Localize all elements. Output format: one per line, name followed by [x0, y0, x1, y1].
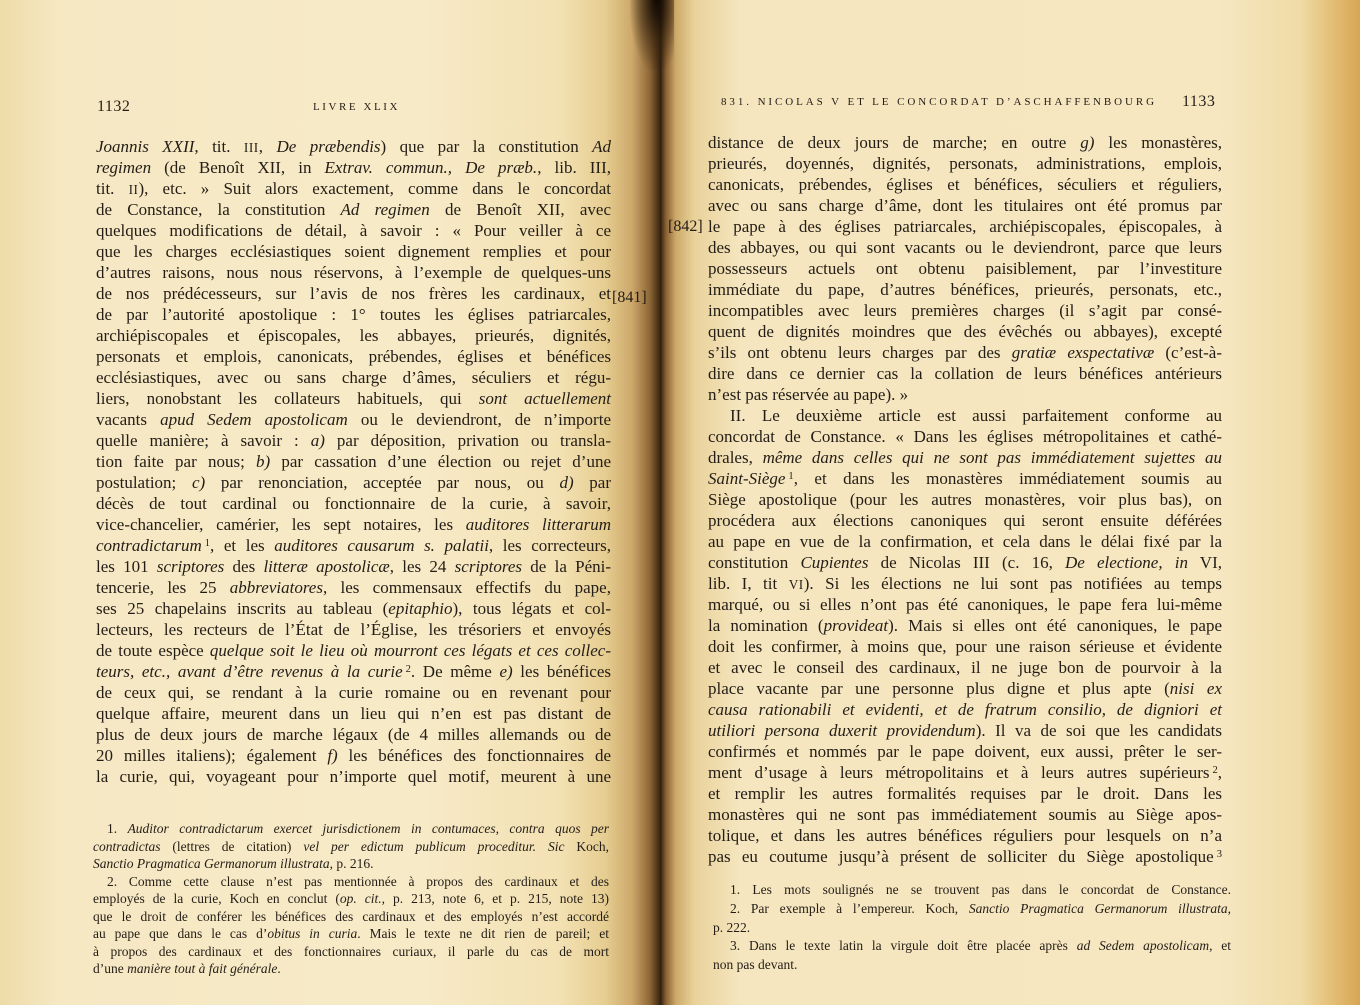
italic-text: auditores litterarum: [465, 515, 611, 534]
text: dire dans ce dernier cas la collation de leurs bénéfices antérieurs: [708, 364, 1222, 383]
footnote-line: [93, 873, 609, 891]
text: de Nicolas III (c. 16,: [868, 553, 1066, 572]
margin-page-reference-left: [841]: [612, 289, 647, 306]
italic-text: De electione, in: [1065, 553, 1188, 572]
italic-text: litteræ apostolicæ: [263, 557, 390, 576]
text: le pape à des églises patriarcales, archiépiscopales, épiscopales, à: [708, 217, 1222, 236]
text-line: [708, 615, 1222, 636]
italic-text: auditores causarum s. palatii: [274, 536, 489, 555]
text: 3. Dans le texte latin la virgule doit être placée après: [730, 938, 1077, 954]
text-line: [96, 283, 611, 304]
text: par: [573, 473, 611, 492]
footnote-line: [93, 890, 609, 908]
text-line: [96, 178, 611, 199]
text-line: [708, 678, 1222, 699]
text-line: [708, 300, 1222, 321]
text: tencerie, les 25: [96, 578, 230, 597]
text: postulation;: [96, 473, 192, 492]
italic-text: De præbendis: [276, 137, 381, 156]
text-line: [96, 745, 611, 766]
text-line: [708, 174, 1222, 195]
text: la curie, qui, voyageant pour n’importe quel motif, meurent à une: [96, 767, 611, 786]
italic-text: provideat: [823, 616, 889, 635]
text: lib. I, tit: [708, 574, 789, 593]
text-line: [96, 472, 611, 493]
text: ). Mais si elles ont été canoniques, le pape: [888, 616, 1222, 635]
text: ) que par la constitution: [380, 137, 593, 156]
footnote-line: [93, 855, 609, 873]
page-number-left: 1132: [97, 98, 131, 115]
text-line: [96, 409, 611, 430]
text-line: [96, 535, 611, 556]
text-line: [96, 346, 611, 367]
text: . Mais le texte ne dit rien de pareil; et: [357, 926, 609, 941]
text: n’est pas réservée au pape). »: [708, 385, 909, 404]
margin-page-reference-right: [842]: [668, 218, 703, 235]
text-line: [708, 699, 1222, 720]
footnote-line: [713, 956, 1231, 975]
left-page-body-text: [96, 136, 611, 787]
text: (de Benoît XII, in: [151, 158, 325, 177]
text: monastères qui ne sont pas immédiatement soumis au Siège apos-: [708, 805, 1222, 824]
text: par renonciation, acceptée par nous, ou: [205, 473, 560, 492]
text: ecclésiastiques, avec ou sans charge d’âmes, séculiers et régu-: [96, 368, 611, 387]
text: prieurés, doyennés, dignités, personats, administrations, emplois,: [708, 154, 1222, 173]
text: 20 milles italiens); également: [96, 746, 328, 765]
running-head-right: 831. NICOLAS V ET LE CONCORDAT D’ASCHAFFENBOURG: [721, 96, 1157, 108]
text-line: [708, 405, 1222, 426]
text: et avec le conseil des cardinaux, il ne juge bon de pourvoir à la: [708, 658, 1222, 677]
text: archiépiscopales et épiscopales, les abbayes, prieurés, dignités,: [96, 326, 611, 345]
text-line: [708, 657, 1222, 678]
text-line: [96, 304, 611, 325]
text: II. Le deuxième article est aussi parfaitement conforme au: [730, 406, 1222, 425]
footnote-line: [93, 943, 609, 961]
footnote-line: [713, 937, 1231, 956]
text-line: [96, 262, 611, 283]
left-page-footnotes: [93, 820, 609, 978]
italic-text: abbreviatores: [229, 578, 323, 597]
text-line: [708, 762, 1222, 783]
text-line: [96, 451, 611, 472]
text-line: [708, 552, 1222, 573]
text: confirmés et nommés par le pape doivent, eux aussi, prêter le ser-: [708, 742, 1222, 761]
text: ou le deviendront, de n’importe: [347, 410, 611, 429]
italic-text: scriptores: [156, 557, 225, 576]
text-line: [708, 720, 1222, 741]
italic-text: epitaphio: [388, 599, 453, 618]
text-line: [96, 556, 611, 577]
footnote-line: [713, 919, 1231, 938]
text: ,: [258, 137, 277, 156]
running-head-left: LIVRE XLIX: [313, 101, 400, 113]
text: de Constance, la constitution: [96, 200, 341, 219]
text: ). Il va de soi que les candidats: [975, 721, 1222, 740]
text: 2. Comme cette clause n’est pas mentionnée à propos des cardinaux et des: [107, 873, 609, 889]
text-line: [96, 325, 611, 346]
italic-text: c): [191, 473, 206, 492]
text: , et les: [210, 536, 275, 555]
text: au pape en vue de la confirmation, et cela dans le délai fixé par la: [708, 532, 1222, 551]
text: liers, nonobstant les collateurs habituels, qui: [96, 389, 479, 408]
text: par déposition, privation ou transla-: [324, 431, 611, 450]
text: , tit.: [194, 137, 244, 156]
text: , les 24: [389, 557, 455, 576]
text: les monastères,: [1094, 133, 1222, 152]
italic-text: nisi ex: [1169, 679, 1223, 698]
text: personats et emplois, canonicats, prébendes, églises et bénéfices: [96, 347, 611, 366]
italic-text: Sanctio Pragmatica Germanorum illustrata: [968, 900, 1228, 916]
footnote-line: [93, 960, 609, 978]
text: d’autres raisons, nous nous réservons, à l’exemple de quelques-uns: [96, 263, 611, 282]
text-line: [96, 640, 611, 661]
text: au pape que dans le cas d’: [93, 926, 268, 941]
text-line: [708, 636, 1222, 657]
text: ), etc. » Suit alors exactement, comme dans le concordat: [138, 179, 611, 198]
text: distance de deux jours de marche; en outre: [708, 133, 1081, 152]
text: quelle manière; à savoir :: [96, 431, 311, 450]
text: ment d’usage à leurs métropolitains et à leurs autres supérieurs: [708, 763, 1210, 782]
text: lecteurs, les recteurs de l’État de l’Église, les trésoriers et envoyés: [96, 620, 611, 639]
text: VI,: [1187, 553, 1222, 572]
italic-text: Joannis XXII: [96, 137, 195, 156]
text-line: [708, 426, 1222, 447]
text: que le droit de conférer les bénéfices des cardinaux et des employés n’est accordé: [93, 908, 609, 924]
text: ), tous légats et col-: [452, 599, 612, 618]
text-line: [708, 594, 1222, 615]
text-line: [96, 220, 611, 241]
italic-text: teurs, etc., avant d’être revenus à la curie: [96, 662, 403, 681]
text-line: [708, 153, 1222, 174]
italic-text: Cupientes: [800, 553, 869, 572]
text-line: [708, 447, 1222, 468]
text: , p. 216.: [329, 856, 374, 871]
italic-text: Ad regimen: [340, 200, 430, 219]
text: à propos des cardinaux et des fonctionnaires curiaux, il parle du cas de mort: [93, 943, 609, 959]
italic-text: e): [499, 662, 513, 681]
text-line: [708, 237, 1222, 258]
text: incompatibles avec leurs premières charges (il s’agit par consé-: [708, 301, 1222, 320]
text: p. 222.: [713, 919, 751, 935]
italic-text: quelque soit le lieu où mourront ces légats et ces collec-: [209, 641, 611, 660]
text-line: [708, 132, 1222, 153]
small-caps-text: II: [128, 182, 139, 197]
text-line: [708, 195, 1222, 216]
italic-text: causa rationabili et evidenti, et de fratrum consilio, de digniori et: [708, 700, 1222, 719]
text: Siège apostolique (pour les autres monastères, voir plus bas), on: [708, 490, 1222, 509]
italic-text: sont actuellement: [478, 389, 611, 408]
text: et remplir les autres formalités requises par le droit. Dans les: [708, 784, 1222, 803]
text-line: [708, 321, 1222, 342]
text: les bénéfices des fonctionnaires de: [337, 746, 611, 765]
text: non pas devant.: [713, 957, 798, 973]
footnote-line: [713, 881, 1231, 900]
text: ,: [1227, 900, 1231, 916]
footnote-reference: 1: [204, 537, 211, 549]
text: . De même: [410, 662, 500, 681]
text: que les charges ecclésiastiques soient dignement remplies et pour: [96, 242, 611, 261]
text: de toute espèce: [96, 641, 210, 660]
page-number-right: 1133: [1182, 93, 1216, 110]
text: 2. Par exemple à l’empereur. Koch,: [730, 900, 969, 916]
footnote-line: [93, 908, 609, 926]
text: par cassation d’une élection ou rejet d’une: [270, 452, 612, 471]
text: tolique, et dans les autres bénéfices réguliers pour lesquels on n’a: [708, 826, 1222, 845]
text-line: [96, 367, 611, 388]
text-line: [708, 384, 1222, 405]
text: Koch,: [564, 838, 609, 854]
text: plus de deux jours de marche légaux (de 4 milles allemands ou de: [96, 725, 611, 744]
italic-text: apud Sedem apostolicam: [160, 410, 348, 429]
footnote-line: [93, 820, 609, 838]
text: 1. Les mots soulignés ne se trouvent pas dans le concordat de Constance.: [730, 882, 1231, 897]
text: tion faite par nous;: [96, 452, 256, 471]
text: avec ou sans charge d’âme, dont les titulaires ont été promus par: [708, 196, 1222, 215]
text: , et: [1209, 938, 1232, 954]
book-gutter: [630, 0, 674, 70]
right-page-footnotes: [713, 881, 1231, 975]
text-line: [96, 766, 611, 787]
italic-text: Extrav. commun., De præb.: [324, 158, 538, 177]
italic-text: Saint-Siège: [708, 469, 786, 488]
text: employés de la curie, Koch en conclut (: [93, 891, 340, 906]
text-line: [708, 573, 1222, 594]
text-line: [708, 783, 1222, 804]
text: concordat de Constance. « Dans les églises métropolitaines et cathé-: [708, 427, 1222, 446]
footnote-line: [713, 900, 1231, 919]
text-line: [708, 279, 1222, 300]
text: , les correcteurs,: [488, 536, 611, 555]
text-line: [96, 682, 611, 703]
text: place vacante par une personne plus digne et plus apte (: [708, 679, 1170, 698]
text-line: [96, 199, 611, 220]
text: procédera aux élections canoniques qui seront ensuite déférées: [708, 511, 1222, 530]
italic-text: Auditor contradictarum exercet jurisdictionem in contumaces, contra quos per: [127, 821, 610, 836]
italic-text: contradictas: [93, 838, 161, 854]
text: les bénéfices: [512, 662, 612, 681]
italic-text: regimen: [96, 158, 152, 177]
text-line: [708, 531, 1222, 552]
small-caps-text: III: [243, 140, 259, 155]
text: de Benoît XII, avec: [429, 200, 611, 219]
text-line: [708, 363, 1222, 384]
italic-text: vel per edictum publicum proceditur. Sic: [303, 838, 565, 854]
text: de nos prédécesseurs, sur l’avis de nos frères les cardinaux, et: [96, 284, 611, 303]
text: ses 25 chapelains inscrits au tableau (: [96, 599, 389, 618]
text-line: [96, 514, 611, 535]
text: de par l’autorité apostolique : 1° toutes les églises patriarcales,: [96, 305, 611, 324]
italic-text: Sanctio Pragmatica Germanorum illustrata: [93, 856, 330, 871]
text-line: [96, 136, 611, 157]
footnote-reference: 3: [1216, 848, 1222, 860]
text-line: [96, 388, 611, 409]
text: 1.: [107, 821, 128, 836]
footnote-reference: 2: [1212, 764, 1218, 776]
text: (c’est-à-: [1154, 343, 1222, 362]
italic-text: b): [256, 452, 271, 471]
italic-text: d): [559, 473, 574, 492]
text: quent de dignités moindres que des évêchés ou abbayes), excepté: [708, 322, 1222, 341]
text-line: [708, 510, 1222, 531]
text-line: [96, 430, 611, 451]
text: de ceux qui, se rendant à la curie romaine ou en revenant pour: [96, 683, 611, 702]
text: quelques modifications de détail, à savoir : « Pour veiller à ce: [96, 221, 611, 240]
text-line: [708, 216, 1222, 237]
right-page-body-text: [708, 132, 1222, 867]
text: s’ils ont obtenu leurs charges par des: [708, 343, 1012, 362]
text: immédiate du pape, d’autres bénéfices, prieurés, personats, etc.,: [708, 280, 1222, 299]
text-line: [96, 724, 611, 745]
text-line: [96, 598, 611, 619]
text: ,: [1217, 763, 1222, 782]
text: vacants: [96, 410, 161, 429]
italic-text: même dans celles qui ne sont pas immédiatement sujettes au: [762, 448, 1222, 467]
footnote-reference: 2: [405, 663, 411, 675]
text: d’une: [93, 961, 128, 976]
text: tit.: [96, 179, 129, 198]
footnote-reference: 1: [788, 470, 794, 482]
text: marqué, ou si elles n’ont pas été canoniques, le pape fera lui-même: [708, 595, 1222, 614]
text-line: [708, 342, 1222, 363]
small-caps-text: VI: [788, 577, 804, 592]
italic-text: ad Sedem apostolicam: [1076, 938, 1210, 954]
text-line: [708, 468, 1222, 489]
text-line: [708, 846, 1222, 867]
italic-text: utiliori persona duxerit providendum: [708, 721, 976, 740]
text-line: [96, 493, 611, 514]
text: , et dans les monastères immédiatement soumis au: [793, 469, 1222, 488]
text-line: [96, 241, 611, 262]
text: .: [277, 961, 281, 976]
text: pas eu coutume jusqu’à présent de solliciter du Siège apostolique: [708, 847, 1214, 866]
text: drales,: [708, 448, 763, 467]
text-line: [96, 577, 611, 598]
text: ). Si les élections ne lui sont pas notifiées au temps: [803, 574, 1223, 593]
text: de la Péni-: [522, 557, 612, 576]
italic-text: scriptores: [454, 557, 523, 576]
text: , p. 213, note 6, et p. 215, note 13): [381, 891, 609, 906]
text-line: [708, 489, 1222, 510]
italic-text: manière tout à fait générale: [127, 961, 278, 976]
footnote-line: [93, 925, 609, 943]
italic-text: Ad: [592, 137, 612, 156]
text: (lettres de citation): [160, 838, 304, 854]
italic-text: contradictarum: [96, 536, 202, 555]
text: constitution: [708, 553, 801, 572]
italic-text: gratiæ exspectativæ: [1011, 343, 1155, 362]
italic-text: a): [310, 431, 325, 450]
text-line: [708, 741, 1222, 762]
text: vice-chancelier, camérier, les sept notaires, les: [96, 515, 466, 534]
text: quelque affaire, meurent dans un lieu qui n’en est pas distant de: [96, 704, 611, 723]
text: possesseurs actuels ont obtenu paisiblement, par l’investiture: [708, 259, 1222, 278]
text-line: [708, 804, 1222, 825]
text: doit les confirmer, à moins que, pour une raison sérieuse et évidente: [708, 637, 1222, 656]
text-line: [96, 619, 611, 640]
text-line: [96, 661, 611, 682]
text: décès de tout cardinal ou fonctionnaire de la curie, à savoir,: [96, 494, 611, 513]
text-line: [708, 825, 1222, 846]
text: des abbayes, ou qui sont vacants ou le deviendront, parce que leurs: [708, 238, 1222, 257]
text: des: [224, 557, 264, 576]
text: les 101: [96, 557, 157, 576]
text-line: [708, 258, 1222, 279]
italic-text: g): [1080, 133, 1095, 152]
text-line: [96, 157, 611, 178]
italic-text: obitus in curia: [267, 926, 358, 941]
text-line: [96, 703, 611, 724]
italic-text: op. cit.: [339, 891, 382, 906]
text: , les commensaux effectifs du pape,: [322, 578, 611, 597]
text: , lib. III,: [537, 158, 612, 177]
footnote-line: [93, 838, 609, 856]
text: canonicats, prébendes, églises et bénéfices, séculiers et réguliers,: [708, 175, 1222, 194]
italic-text: f): [327, 746, 338, 765]
text: la nomination (: [708, 616, 824, 635]
